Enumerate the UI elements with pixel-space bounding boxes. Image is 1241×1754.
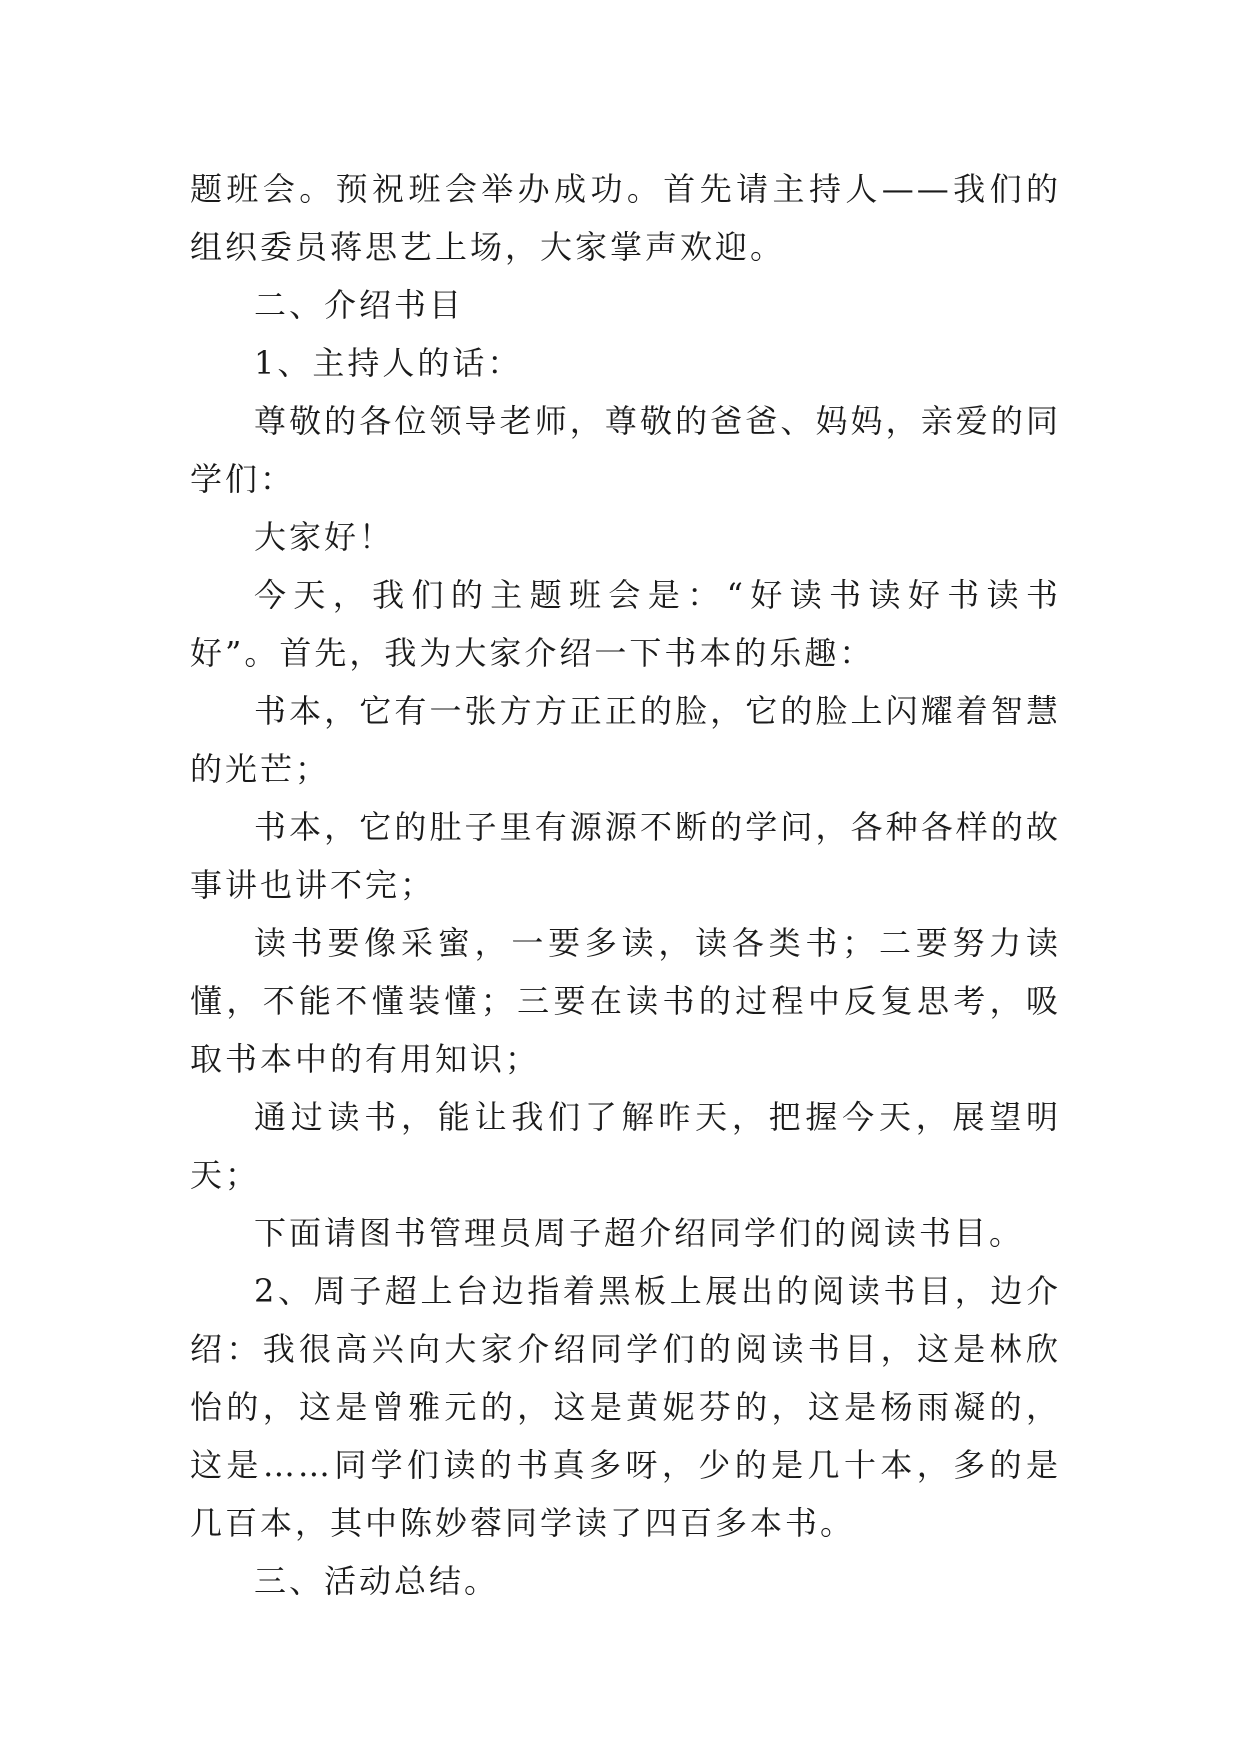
- section-heading-summary: 三、活动总结。: [254, 1562, 500, 1600]
- section-heading-introduce-books: 二、介绍书目: [254, 286, 465, 324]
- paragraph-book-belly: 书本，它的肚子里有源源不断的学问，各种各样的故事讲也讲不完；: [190, 808, 1061, 904]
- paragraph-greeting-audience: 尊敬的各位领导老师，尊敬的爸爸、妈妈，亲爱的同学们：: [190, 402, 1061, 498]
- paragraph-book-face: 书本，它有一张方方正正的脸，它的脸上闪耀着智慧的光芒；: [190, 692, 1061, 788]
- paragraph-1: 题班会。预祝班会举办成功。首先请主持人——我们的组织委员蒋思艺上场，大家掌声欢迎。: [190, 170, 1061, 266]
- paragraph-hello: 大家好！: [254, 518, 395, 556]
- paragraph-theme: 今天，我们的主题班会是：“好读书读好书读书好”。首先，我为大家介绍一下书本的乐趣：: [190, 576, 1061, 672]
- subheading-host-words: 1、主持人的话：: [254, 344, 523, 382]
- paragraph-reading-benefit: 通过读书，能让我们了解昨天，把握今天，展望明天；: [190, 1098, 1061, 1194]
- paragraph-reading-method: 读书要像采蜜，一要多读，读各类书；二要努力读懂，不能不懂装懂；三要在读书的过程中反复思考，吸取书本中的有用知识；: [190, 924, 1061, 1078]
- paragraph-librarian-intro: 下面请图书管理员周子超介绍同学们的阅读书目。: [254, 1214, 1025, 1252]
- document-body: [190, 160, 1061, 1610]
- subheading-zhou-zichao: 2、周子超上台边指着黑板上展出的阅读书目，边介绍：我很高兴向大家介绍同学们的阅读书目，这是林欣怡的，这是曾雅元的，这是黄妮芬的，这是杨雨凝的，这是……同学们读的书真多呀，少的是几十本，多的是几百本，其中陈妙蓉同学读了四百多本书。: [190, 1272, 1061, 1542]
